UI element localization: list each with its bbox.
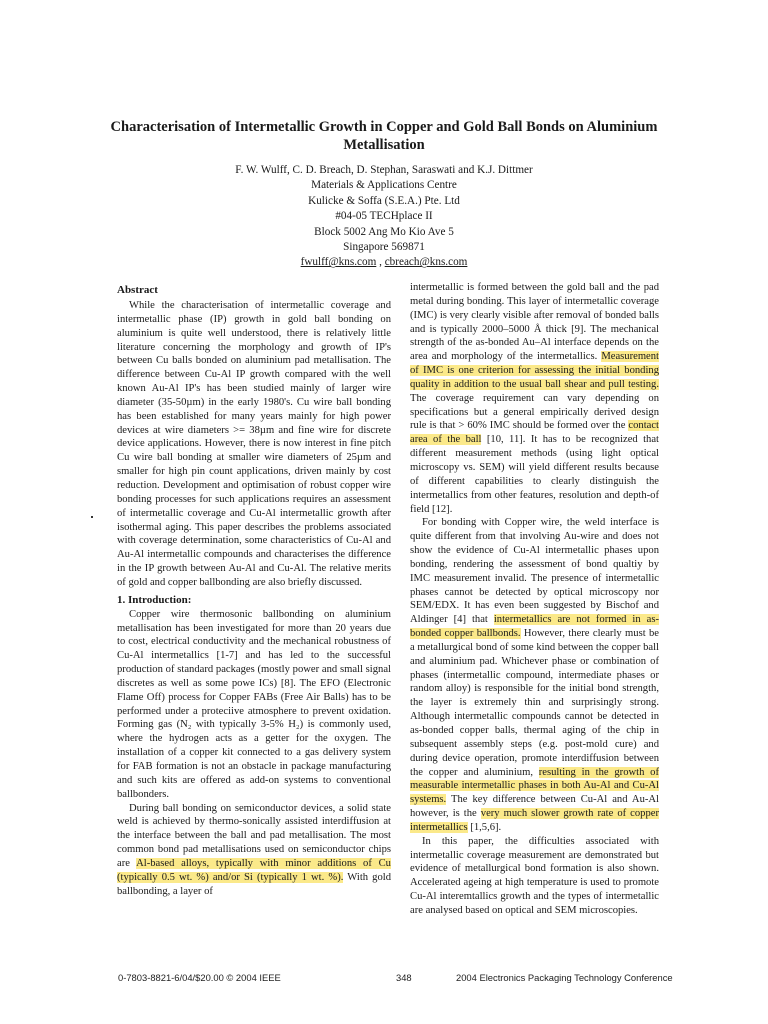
affiliation-line: Singapore 569871 bbox=[343, 241, 425, 254]
text-run: intermetallic is formed between the gold ball and the pad metal during bonding. This layer of intermetallic coverage (IMC) is very clearly visible after removal of bonded balls and is typically 2000–5000 Å thick [9]. The mechanical strength of the as-bonded Au–Al interface depends on the area and morphology of the intermetallics. bbox=[410, 282, 659, 363]
text-run: The key difference between Cu-Al and Au-Al however, is the bbox=[410, 794, 659, 820]
right-paragraph-1 bbox=[410, 281, 659, 516]
text-run: However, there clearly must be a metallurgical bond of some kind between the copper ball and aluminium pad. Whichever phase or combination of phases (intermetallic compound, intermediate phases or random alloy) is responsible for the initial bond strength, the layer is extremely thin and surprisingly strong. Although intermetallic compounds cannot be detected in as-bonded copper balls, thermal aging of the chip in subsequent assembly steps (e.g. post-mold cure) and during device operation, promote interdiffusion between the copper and aluminium, bbox=[410, 628, 659, 778]
affiliation-line: #04-05 TECHplace II bbox=[335, 210, 433, 223]
text-run: With gold ballbonding, a layer of bbox=[117, 871, 391, 897]
affiliation-line: Block 5002 Ang Mo Kio Ave 5 bbox=[314, 225, 454, 238]
authors: F. W. Wulff, C. D. Breach, D. Stephan, Saraswati and K.J. Dittmer bbox=[235, 164, 533, 176]
intro-paragraph-2 bbox=[117, 802, 391, 899]
highlighted-text: Al-based alloys, typically with minor additions of Cu (typically 0.5 wt. %) and/or Si (typically 1 wt. %). bbox=[117, 857, 391, 883]
highlighted-text: very much slower growth rate of copper intermetallics bbox=[410, 808, 660, 833]
intro-paragraph-1: Copper wire thermosonic ballbonding on aluminium metallisation has been investigated for more than 20 years due to cost, electrical conductivity and the mechanical robustness of Cu-Al intermetallics [1-7] and has led to the successful production of standard packages (mostly power and small signal discretes as well as some powe ICs) [8]. The EFO (Electronic Flame Off) process for Copper FABs (Free Air Balls) has to be performed under a proteciive atmosphere to prevent oxidation. Forming gas (N₂ with typically 3-5% H₂) is commonly used, where the hydrogen acts as a getter for the oxygen. The installation of a copper kit connected to a gas delivery system for FAB formation is not an obstacle in package manufacturing and such kits are offered as add-on systems to conventional ballbonders. bbox=[117, 608, 391, 800]
footer-copyright: 0-7803-8821-6/04/$20.00 © 2004 IEEE bbox=[118, 972, 281, 983]
affiliation-line: Materials & Applications Centre bbox=[311, 179, 457, 192]
highlighted-text: contact area of the ball bbox=[410, 420, 659, 446]
text-run: During ball bonding on semiconductor devices, a solid state weld is achieved by thermo-sonically assisted interdiffusion at the interface between the ball and pad metallisation. The most common bond pad metallisations used on semiconductor chips are bbox=[117, 802, 391, 869]
paper-title: Characterisation of Intermetallic Growth in Copper and Gold Ball Bonds on Aluminium Metallisation bbox=[110, 119, 658, 153]
footer-conference: 2004 Electronics Packaging Technology Conference bbox=[456, 972, 673, 983]
email-line bbox=[200, 255, 568, 270]
email-link-breach[interactable]: cbreach@kns.com bbox=[384, 256, 468, 269]
highlighted-text: resulting in the growth of measurable intermetallic phases in both Au-Al and Cu-Al systems. bbox=[410, 766, 659, 806]
affiliation-line: Kulicke & Soffa (S.E.A.) Pte. Ltd bbox=[308, 194, 460, 207]
introduction-heading: 1. Introduction: bbox=[117, 593, 192, 606]
text-run: [10, 11]. It has to be recognized that different measurement methods (using light optical microscopy vs. SEM) will yield different results because of different capabilities to clearly distinguish the intermetallics from other features, resolution and depth-of field [12]. bbox=[410, 434, 659, 515]
right-paragraph-2 bbox=[410, 516, 659, 834]
right-paragraph-3: In this paper, the difficulties associated with intermetallic coverage measurement are demonstrated but evidence of metallurgical bond formation is also shown. Accelerated ageing at high temperature is used to promote Cu-Al interemtallics growth and the types of intermetallic are analysed based on optical and SEM microscopies. bbox=[410, 835, 659, 916]
highlighted-text: intermetallics are not formed in as-bonded copper ballbonds. bbox=[410, 614, 659, 640]
left-column bbox=[117, 281, 391, 898]
scan-speck bbox=[91, 516, 93, 518]
text-run: [1,5,6]. bbox=[467, 821, 502, 833]
footer-page-number: 348 bbox=[396, 972, 412, 983]
highlighted-text: Measurement of IMC is one criterion for assessing the initial bonding quality in addition to the usual ball shear and pull testing. bbox=[410, 351, 659, 390]
text-run: For bonding with Copper wire, the weld interface is quite different from that involving Au-wire and does not show the evidence of Cu-Al intermetallic phases upon bonding, rendering the assessment of bond qualtiy by IMC measurement invalid. The presence of intermetallic phases cannot be detected by optical microscopy nor SEM/EDX. It has even been suggested by Bischof and Aldinger [4] that bbox=[410, 517, 659, 626]
abstract-text: While the characterisation of intermetallic coverage and intermetallic phase (IP) growth in gold ball bonding on aluminium is quite well understood, there is relatively little literature concerning the morphology and growth of IP's between Cu balls bonded on aluminium pad metallisation. The difference between Cu-Al IP growth compared with the well known Au-Al IP's has been studied mainly of larger wire diameter (35-50µm) in the early 1980's. Cu wire ball bonding has been established for many years mainly for high power devices at wire diameters >= 38µm and fine wire for discrete device applications. However, there is now interest in fine pitch Cu wire ball bonding at smaller wire diameters of 25µm and smaller for high pin count applications, driven mainly by cost reduction. Development and optimisation of robust copper wire bonding processes for such applications requires an assessment of intermetallic coverage and Cu-Al intermetallic growth after isothermal aging. This paper describes the problems associated with coverage determination, some characteristics of Cu-Al and Au-Al intermetallic compounds and characterises the difference in the IP growth between Au-Al and Cu-Al. The relative merits of gold and copper ballbonding are also briefly discussed. bbox=[117, 300, 391, 588]
right-column bbox=[410, 281, 659, 918]
text-run: The coverage requirement can vary depending on specifications but a general empirically derived design rule is that > 60% IMC should be formed over the bbox=[410, 392, 659, 432]
email-link-wulff[interactable]: fwulff@kns.com bbox=[300, 256, 377, 269]
email-separator: , bbox=[376, 256, 385, 269]
abstract-heading: Abstract bbox=[117, 284, 158, 296]
author-block bbox=[200, 163, 568, 271]
